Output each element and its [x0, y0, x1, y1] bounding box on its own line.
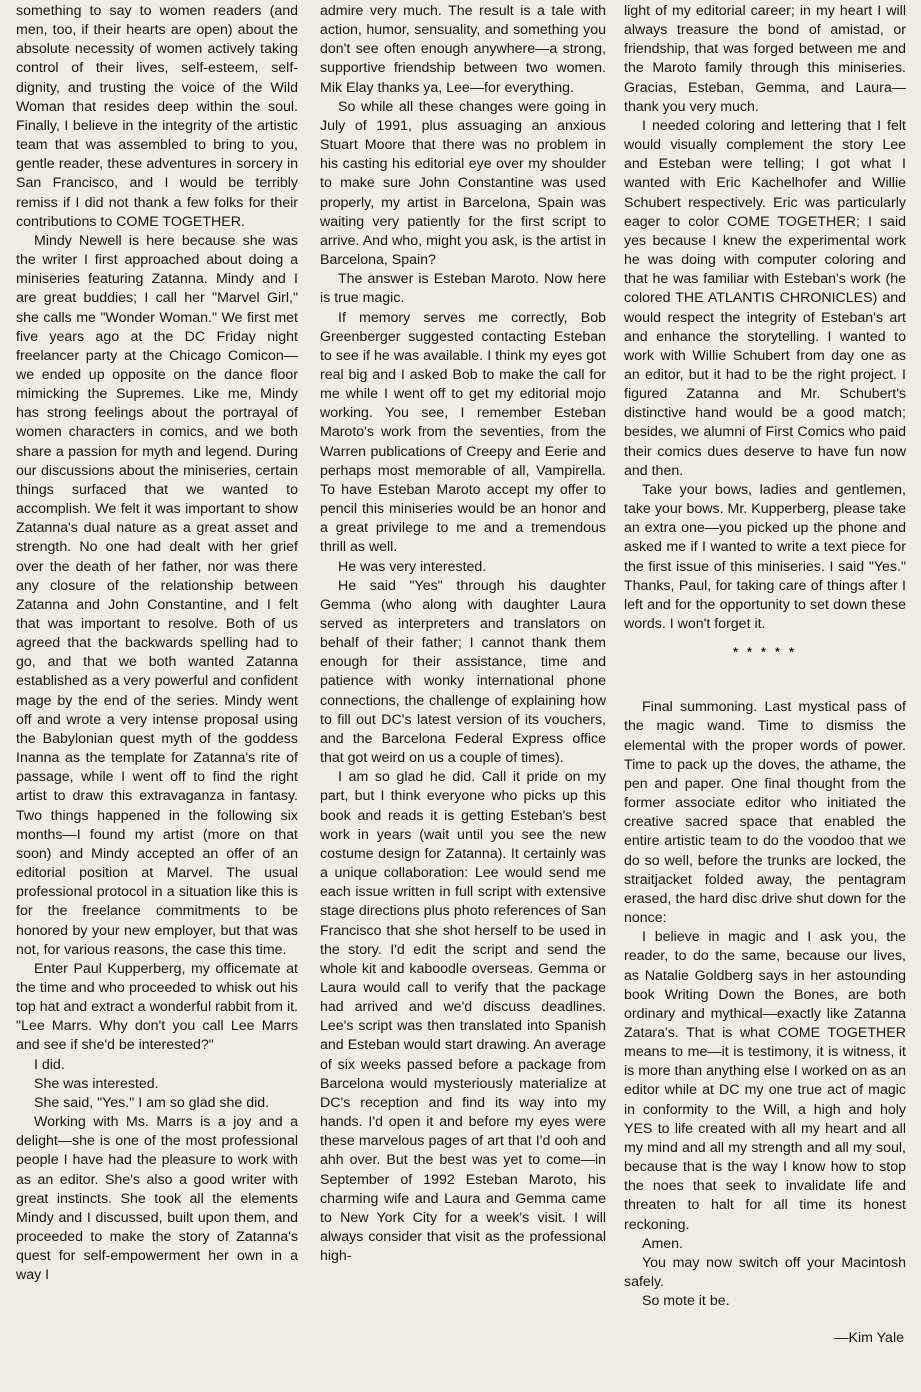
- text-column-2: [320, 2, 606, 1266]
- section-separator: * * * * *: [733, 645, 797, 660]
- paragraph: The answer is Esteban Maroto. Now here is true magic.: [320, 271, 606, 307]
- author-signature: —Kim Yale: [834, 1330, 904, 1347]
- paragraph: Take your bows, ladies and gentlemen, take your bows. Mr. Kupperberg, please take an extra one—you picked up the phone and asked me if I wanted to write a text piece for the first issue of this miniseries. I said "Yes." Thanks, Paul, for taking care of things after I left and for the opportunity to set down these words. I won't forget it.: [624, 481, 906, 632]
- paragraph: Amen.: [642, 1235, 684, 1252]
- paragraph: I believe in magic and I ask you, the reader, to do the same, because our lives, as Natalie Goldberg says in her astounding book Writing Down the Bones, are both ordinary and mythical—exactly like Zatanna Zatara's. That is what COME TOGETHER means to me—it is testimony, it is witness, it is more than anything else I worked on as an editor while at DC my one true act of magic in conformity to the Will, a high and holy YES to life created with all my heart and all my mind and all my strength and all my soul, because that is the way I know how to stop the noes that seek to invalidate life and threaten to halt for all time its honest reckoning.: [624, 929, 906, 1233]
- text-column-1: [16, 2, 298, 1285]
- paragraph: I am so glad he did. Call it pride on my part, but I think everyone who picks up this book and reads it is getting Esteban's best work in years (wait until you see the new costume design for Zatanna). It certainly was a unique collaboration: Lee would send me each issue written in full script with extensive stage directions plus photo references of San Francisco that she shot herself to be used in the story. I'd edit the script and send the whole kit and kaboodle overseas. Gemma or Laura would call to verify that the package had arrived and we'd discuss deadlines. Lee's script was then translated into Spanish and Esteban would start drawing. An average of six weeks passed before a package from Barcelona would mysteriously materialize at DC's reception and find its way into my hands. I'd open it and before my eyes were these marvelous pages of art that I'd ooh and ahh over. But the best was yet to come—in September of 1992 Esteban Maroto, his charming wife and Laura and Gemma came to New York City for a week's visit. I will always consider that visit as the professional high-: [320, 769, 606, 1265]
- paragraph: light of my editorial career; in my heart I will always treasure the bond of amistad, or friendship, that was forged between me and the Maroto family through this miniseries. Gracias, Esteban, Gemma, and Laura—thank you very much.: [624, 3, 906, 115]
- paragraph: Mindy Newell is here because she was the writer I first approached about doing a miniseries featuring Zatanna. Mindy and I are great buddies; I call her "Marvel Girl," she calls me "Wonder Woman." We first met five years ago at the DC Friday night freelancer party at the Chicago Comicon—we ended up opposite on the dance floor mimicking the Supremes. Like me, Mindy has strong feelings about the portrayal of women characters in comics, and we both share a passion for myth and legend. During our discussions about the miniseries, certain things surfaced that we wanted to accomplish. We felt it was important to show Zatanna's dual nature as a great asset and strength. No one had dealt with her grief over the death of her father, nor was there any closure of the relationship between Zatanna and John Constantine, and I felt that was important to resolve. Both of us agreed that the backwards spelling had to go, and that we both wanted Zatanna established as a very powerful and confident mage by the end of the series. Mindy went off and wrote a very intense proposal using the Babylonian quest myth of the goddess Inanna as the template for Zatanna's rite of passage, while I went off to find the right artist to draw this extravaganza in fantasy. Two things happened in the following six months—I found my artist (more on that soon) and Mindy accepted an offer of an editorial position at Marvel. The usual professional protocol in a situation like this is for the freelance commitments to be honored by your new employer, but that was not, for various reasons, the case this time.: [16, 232, 298, 958]
- paragraph: So mote it be.: [642, 1293, 730, 1310]
- paragraph: Working with Ms. Marrs is a joy and a delight—she is one of the most professional people I have had the pleasure to work with as an editor. She's also a good writer with great instincts. She took all the elements Mindy and I discussed, built upon them, and proceeded to make the story of Zatanna's quest for self-empowerment her own in a way I: [16, 1114, 298, 1284]
- paragraph: admire very much. The result is a tale with action, humor, sensuality, and something you don't see often enough anywhere—a strong, supportive friendship between two women. Mik Elay thanks ya, Lee—for everything.: [320, 3, 606, 96]
- paragraph: You may now switch off your Macintosh safely.: [624, 1254, 906, 1290]
- paragraph: She was interested.: [34, 1075, 159, 1092]
- text-column-3: [624, 2, 906, 1348]
- paragraph: He was very interested.: [338, 558, 487, 575]
- paragraph: something to say to women readers (and men, too, if their hearts are open) about the absolute necessity of women actively taking control of their lives, self-esteem, self-dignity, and trusting the voice of the Wild Woman that resides deep within the soul. Finally, I believe in the integrity of the artistic team that was assembled to bring to you, gentle reader, these adventures in sorcery in San Francisco, and I would be terribly remiss if I did not thank a few folks for their contributions to COME TOGETHER.: [16, 3, 298, 230]
- paragraph: Enter Paul Kupperberg, my officemate at the time and who proceeded to whisk out his top hat and extract a wonderful rabbit from it. "Lee Marrs. Why don't you call Lee Marrs and see if she'd be interested?": [16, 960, 298, 1054]
- paragraph: I needed coloring and lettering that I felt would visually complement the story Lee and Esteban were telling; I got what I wanted with Eric Kachelhofer and Willie Schubert respectively. Eric was particularly eager to color COME TOGETHER; I said yes because I knew the experimental work he was doing with computer coloring and that he was familiar with Esteban's work (he colored THE ATLANTIS CHRONICLES) and would respect the integrity of Esteban's art and enhance the storytelling. I wanted to work with Willie Schubert from day one as an editor, but it had to be the right project. I figured Zatanna and Mr. Schubert's distinctive hand would be a good match; besides, we alumni of First Comics who paid their comics dues deserve to have fun now and then.: [624, 117, 906, 479]
- paragraph: He said "Yes" through his daughter Gemma (who along with daughter Laura served as interpreters and translators on behalf of their father; I cannot thank them enough for their assistance, time and patience with wonky international phone connections, the challenge of explaining how to fill out DC's latest version of its vouchers, and the Barcelona Federal Express office that got weird on us a couple of times).: [320, 577, 606, 767]
- paragraph: So while all these changes were going in July of 1991, plus assuaging an anxious Stuart Moore that there was no problem in his casting his editorial eye over my shoulder to make sure John Constantine was used properly, my artist in Barcelona, Spain was waiting very patiently for the first script to arrive. And who, might you ask, is the artist in Barcelona, Spain?: [320, 98, 606, 269]
- paragraph: She said, "Yes." I am so glad she did.: [34, 1094, 270, 1111]
- paragraph: Final summoning. Last mystical pass of the magic wand. Time to dismiss the elemental with the proper words of power. Time to pack up the doves, the athame, the pen and paper. One final thought from the former associate editor who initiated the creative sacred space that enabled the entire artistic team to do the voodoo that we do so well, before the trunks are locked, the straitjacket folded away, the pentagram erased, the hard disc drive shut down for the nonce:: [624, 699, 906, 927]
- paragraph: I did.: [34, 1056, 65, 1073]
- paragraph: If memory serves me correctly, Bob Greenberger suggested contacting Esteban to see if he was available. I think my eyes got real big and I asked Bob to make the call for me while I went off to get my editorial mojo working. You see, I remember Esteban Maroto's work from the seventies, from the Warren publications of Creepy and Eerie and perhaps most memorable of all, Vampirella. To have Esteban Maroto accept my offer to pencil this miniseries would be an honor and a great privilege to me and a tremendous thrill as well.: [320, 309, 606, 556]
